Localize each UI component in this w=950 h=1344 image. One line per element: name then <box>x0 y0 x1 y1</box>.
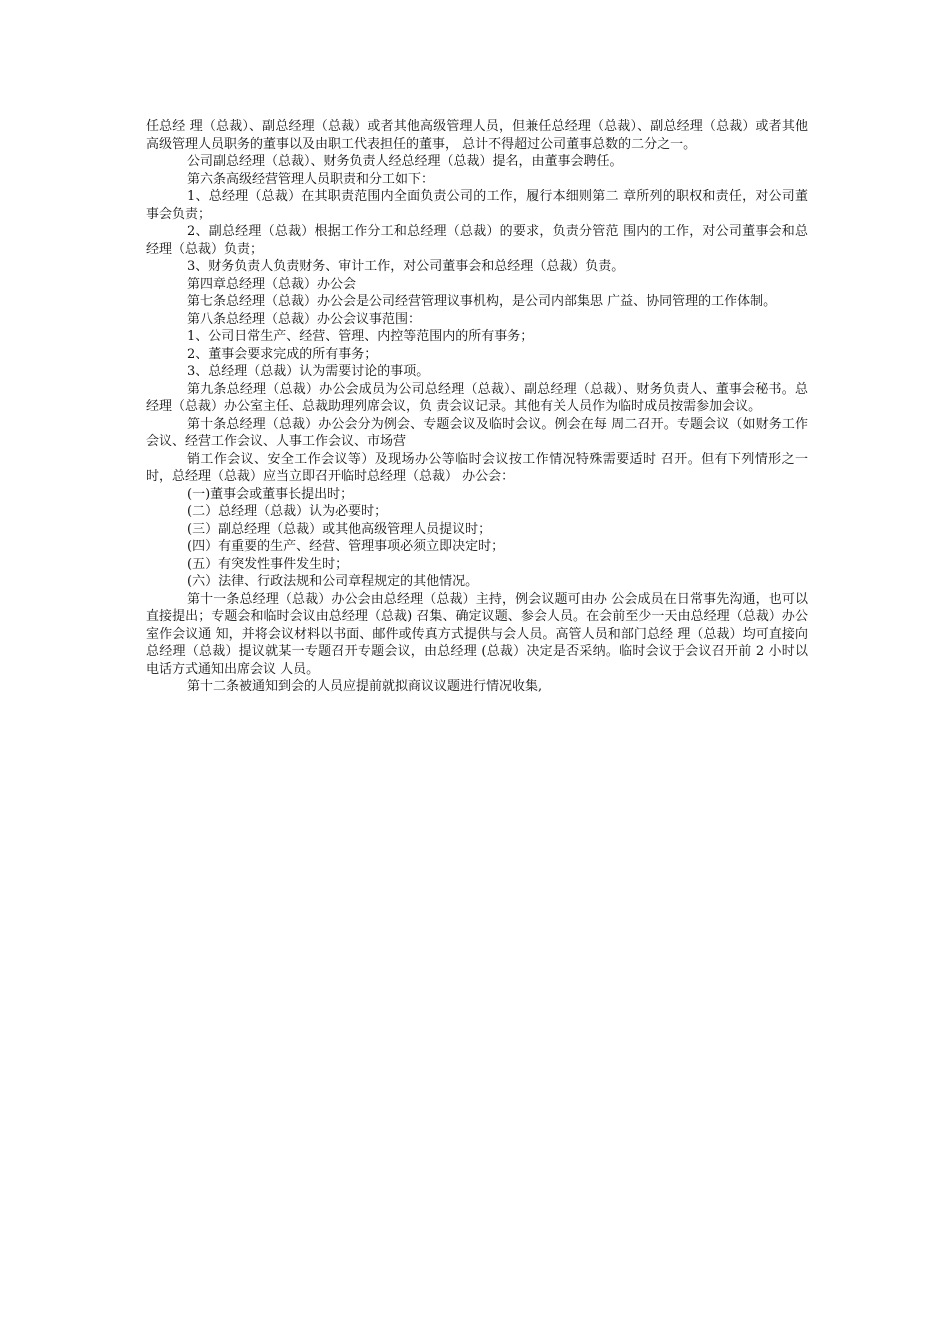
chapter-heading: 第四章总经理（总裁）办公会 <box>187 276 357 292</box>
list-item: (四）有重要的生产、经营、管理事项必须立即决定时； <box>187 539 505 554</box>
paragraph: 销工作会议、安全工作会议等）及现场办公等临时会议按工作情况特殊需要适时 召开。但有下列情形之一时，总经理（总裁）应当立即召开临时总经理（总裁） 办公会： <box>146 451 808 484</box>
paragraph: 2、董事会要求完成的所有事务； <box>187 346 378 362</box>
list-item: (一)董事会或董事长提出时； <box>187 486 354 502</box>
paragraph: 第七条总经理（总裁）办公会是公司经营管理议事机构，是公司内部集思 广益、协同管理的工作体制。 <box>187 294 777 309</box>
paragraph: 第十条总经理（总裁）办公会分为例会、专题会议及临时会议。例会在每 周二召开。专题会议（如财务工作会议、经营工作会议、人事工作会议、市场营 <box>146 416 808 449</box>
paragraph: 任总经 理（总裁）、副总经理（总裁）或者其他高级管理人员，但兼任总经理（总裁）、副总经理（总裁）或者其他高级管理人员职务的董事以及由职工代表担任的董事， 总计不得超过公司董事总数的二分之一。 <box>146 119 808 152</box>
document-body <box>146 118 808 696</box>
paragraph: 2、副总经理（总裁）根据工作分工和总经理（总裁）的要求，负责分管范 围内的工作，对公司董事会和总经理（总裁）负责； <box>146 224 808 257</box>
paragraph: 3、总经理（总裁）认为需要讨论的事项。 <box>187 364 430 379</box>
list-item: (三）副总经理（总裁）或其他高级管理人员提议时； <box>187 521 492 537</box>
list-item: (六）法律、行政法规和公司章程规定的其他情况。 <box>187 574 479 589</box>
list-item: (五）有突发性事件发生时； <box>187 556 349 572</box>
paragraph: 3、财务负责人负责财务、审计工作，对公司董事会和总经理（总裁）负责。 <box>187 259 625 274</box>
paragraph: 第八条总经理（总裁）办公会议事范围： <box>187 311 422 327</box>
paragraph: 第十一条总经理（总裁）办公会由总经理（总裁）主持，例会议题可由办 公会成员在日常事先沟通，也可以直接提出；专题会和临时会议由总经理（总裁) 召集、确定议题、参会人员。在会前至少一天由总经理（总裁）办公室作会议通 知，并将会议材料以书面、邮件或传真方式提供与会人员。高管人员和部门总经 理（总裁）均可直接向总经理（总裁）提议就某一专题召开专题会议，由总经理 (总裁）决定是否采纳。临时会议于会议召开前 2 小时以电话方式通知出席会议 人员。 <box>146 591 808 677</box>
paragraph: 公司副总经理（总裁）、财务负责人经总经理（总裁）提名，由董事会聘任。 <box>187 154 623 169</box>
list-item: (二）总经理（总裁）认为必要时； <box>187 504 388 519</box>
paragraph: 1、总经理（总裁）在其职责范围内全面负责公司的工作，履行本细则第二 章所列的职权和责任，对公司董事会负责； <box>146 189 808 222</box>
paragraph: 1、公司日常生产、经营、管理、内控等范围内的所有事务； <box>187 329 534 344</box>
paragraph: 第六条高级经营管理人员职责和分工如下： <box>187 171 435 187</box>
paragraph: 第十二条被通知到会的人员应提前就拟商议议题进行情况收集, <box>187 679 543 694</box>
paragraph: 第九条总经理（总裁）办公会成员为公司总经理（总裁）、副总经理（总裁）、财务负责人、董事会秘书。总经理（总裁）办公室主任、总裁助理列席会议，负 责会议记录。其他有关人员作为临时成员按需参加会议。 <box>146 381 808 414</box>
